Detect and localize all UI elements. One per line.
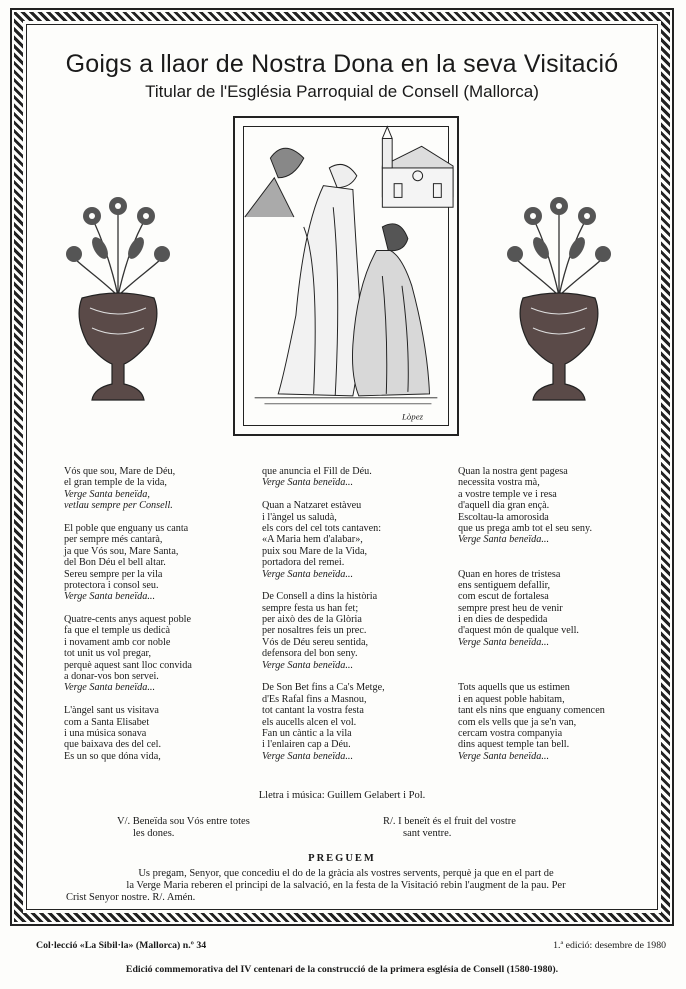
- verse-column-2: [262, 466, 385, 762]
- verse-line: Quan a Natzaret estàveu: [262, 500, 362, 512]
- verse-line: per nosaltres feis un prec.: [262, 625, 367, 637]
- stanza-gap: [64, 603, 192, 614]
- refrain-line: Verge Santa beneïda...: [64, 682, 156, 694]
- stanza-gap: [64, 512, 192, 523]
- refrain-line: Verge Santa beneïda...: [458, 750, 550, 762]
- verse-line: i una música sonava: [64, 727, 147, 739]
- verse-line: sempre festa us han fet;: [262, 602, 359, 614]
- verse-line: a vostre temple ve i resa: [458, 488, 557, 500]
- verse-line: defensora del bon seny.: [262, 648, 358, 660]
- stanza-gap: [262, 671, 385, 682]
- refrain-line: Verge Santa beneïda...: [262, 568, 354, 580]
- verse-line: Sereu sempre per la vila: [64, 568, 163, 580]
- verse-line: Vós que sou, Mare de Déu,: [64, 466, 176, 477]
- flower-vase-left-illustration: [62, 188, 174, 414]
- response: [383, 816, 516, 840]
- flower-vase-icon: [62, 188, 174, 414]
- verse-line: De Consell a dins la història: [262, 591, 378, 603]
- flower-vase-right-illustration: [503, 188, 615, 414]
- verse-line: que us prega amb tot el seu seny.: [458, 522, 593, 534]
- verse-line: tot unit us vol pregar,: [64, 648, 152, 660]
- verse-line: perquè aquest sant lloc convida: [64, 659, 192, 671]
- refrain-line: Verge Santa beneïda,: [64, 488, 150, 500]
- stanza-gap: [262, 580, 385, 591]
- verse-line: com els vells que ja se'n van,: [458, 716, 577, 728]
- refrain-line: Verge Santa beneïda...: [64, 591, 156, 603]
- verse-line: ja que Vós sou, Mare Santa,: [64, 545, 179, 557]
- verse-line: De Son Bet fins a Ca's Metge,: [262, 682, 385, 694]
- page-subtitle: Titular de l'Església Parroquial de Consell (Mallorca): [145, 82, 539, 101]
- verse-line: per això des de la Glòria: [262, 614, 362, 626]
- page-title: Goigs a llaor de Nostra Dona en la seva Visitació: [65, 50, 619, 78]
- verse-line: Fan un càntic a la vila: [262, 727, 352, 739]
- verse-line: tant els nins que enguany comencen: [458, 705, 605, 717]
- stanza-gap: [458, 660, 605, 671]
- prayer-line: Crist Senyor nostre. R/. Amén.: [66, 892, 196, 903]
- refrain-line: Verge Santa beneïda...: [262, 750, 354, 762]
- verse-line: i en dies de despedida: [458, 614, 548, 626]
- verse-line: cercam vostra companyia: [458, 727, 563, 739]
- stanza-gap: [458, 648, 605, 659]
- verse-line: Vós de Déu sereu sentida,: [262, 636, 369, 648]
- verse-line: per sempre més cantarà,: [64, 534, 163, 546]
- verse-line: necessita vostra mà,: [458, 477, 540, 489]
- verse-line: i l'enlairen cap a Déu.: [262, 739, 351, 751]
- verse-line: Quan en hores de tristesa: [458, 568, 561, 580]
- response-line: R/. I beneït és el fruit del vostre: [383, 816, 516, 827]
- commemorative-note: Edició commemorativa del IV centenari de la construcció de la primera església de Consell (1580-1980).: [125, 964, 559, 975]
- verse-line: L'àngel sant us visitava: [64, 705, 159, 717]
- verse-line: i l'àngel us saludà,: [262, 511, 337, 523]
- versicle-line: V/. Beneïda sou Vós entre totes: [117, 816, 250, 827]
- stanza-gap: [458, 546, 605, 557]
- verse-line: El poble que enguany us canta: [64, 522, 189, 534]
- verse-line: els aucells alcen el vol.: [262, 716, 357, 728]
- verse-line: els cors del cel tots cantaven:: [262, 522, 382, 534]
- prayer-text: [66, 868, 626, 904]
- visitation-engraving: [233, 116, 459, 436]
- verse-line: d'aquest món de qualque vell.: [458, 625, 579, 637]
- refrain-line: Verge Santa beneïda...: [458, 636, 550, 648]
- verse-line: «A Maria hem d'alabar»,: [262, 534, 363, 546]
- verse-line: a donar-vos bon servei.: [64, 671, 159, 683]
- verse-line: d'aquell dia gran ençà.: [458, 500, 550, 512]
- verse-column-3: [458, 466, 605, 762]
- visitation-scene-icon: [235, 118, 457, 434]
- verse-line: que anuncia el Fill de Déu.: [262, 466, 372, 477]
- edition-label: 1.ª edició: desembre de 1980: [553, 940, 666, 951]
- verse-line: com escut de fortalesa: [458, 591, 549, 603]
- verse-line: el gran temple de la vida,: [64, 477, 167, 489]
- lyrics-music-credits: Lletra i música: Guillem Gelabert i Pol.: [258, 790, 426, 801]
- prayer-line: Us pregam, Senyor, que concediu el do de la gràcia als vostres servents, perquè ja que en el part de: [138, 868, 554, 879]
- refrain-line: Verge Santa beneïda...: [262, 477, 354, 489]
- prayer-heading: PREGUEM: [308, 853, 376, 864]
- verse-line: Quan la nostra gent pagesa: [458, 466, 568, 477]
- verse-line: sempre prest heu de venir: [458, 602, 563, 614]
- response-line: sant ventre.: [403, 828, 452, 839]
- stanza-gap: [458, 557, 605, 568]
- verse-line: tot cantant la vostra festa: [262, 705, 364, 717]
- verse-line: que baixava des del cel.: [64, 739, 162, 751]
- flower-vase-icon: [503, 188, 615, 414]
- versicle-line: les dones.: [133, 828, 175, 839]
- verse-line: del Bon Déu el bell altar.: [64, 557, 166, 569]
- verse-line: Tots aquells que us estimen: [458, 682, 570, 694]
- refrain-line: Verge Santa beneïda...: [458, 534, 550, 546]
- verse-line: d'Es Rafal fins a Masnou,: [262, 693, 367, 705]
- verse-column-1: [64, 466, 192, 762]
- verse-line: fa que el temple us dedicà: [64, 625, 171, 637]
- prayer-line: la Verge Maria reberen el principi de la salvació, en la festa de la Visitació rebin l'augment de la pau. Per: [126, 880, 566, 891]
- verse-line: Escoltau-la amorosida: [458, 511, 549, 523]
- verse-line: portadora del remei.: [262, 557, 345, 569]
- stanza-gap: [262, 489, 385, 500]
- refrain-line: vetlau sempre per Consell.: [64, 500, 173, 512]
- verse-line: i en aquest poble habitam,: [458, 693, 565, 705]
- engraving-signature: Lòpez: [401, 411, 424, 422]
- verse-line: i novament amb cor noble: [64, 636, 171, 648]
- verse-line: com a Santa Elisabet: [64, 716, 150, 728]
- versicle: [117, 816, 250, 840]
- verse-line: protectora i consol seu.: [64, 579, 159, 591]
- stanza-gap: [458, 671, 605, 682]
- verse-line: Es un so que dóna vida,: [64, 750, 161, 762]
- verse-line: dins aquest temple tan bell.: [458, 739, 570, 751]
- verse-line: puix sou Mare de la Vida,: [262, 545, 368, 557]
- collection-label: Col·lecció «La Sibil·la» (Mallorca) n.º 34: [36, 940, 207, 951]
- verse-line: ens sentiguem defallir,: [458, 579, 551, 591]
- refrain-line: Verge Santa beneïda...: [262, 659, 354, 671]
- verse-line: Quatre-cents anys aquest poble: [64, 614, 192, 626]
- stanza-gap: [64, 694, 192, 705]
